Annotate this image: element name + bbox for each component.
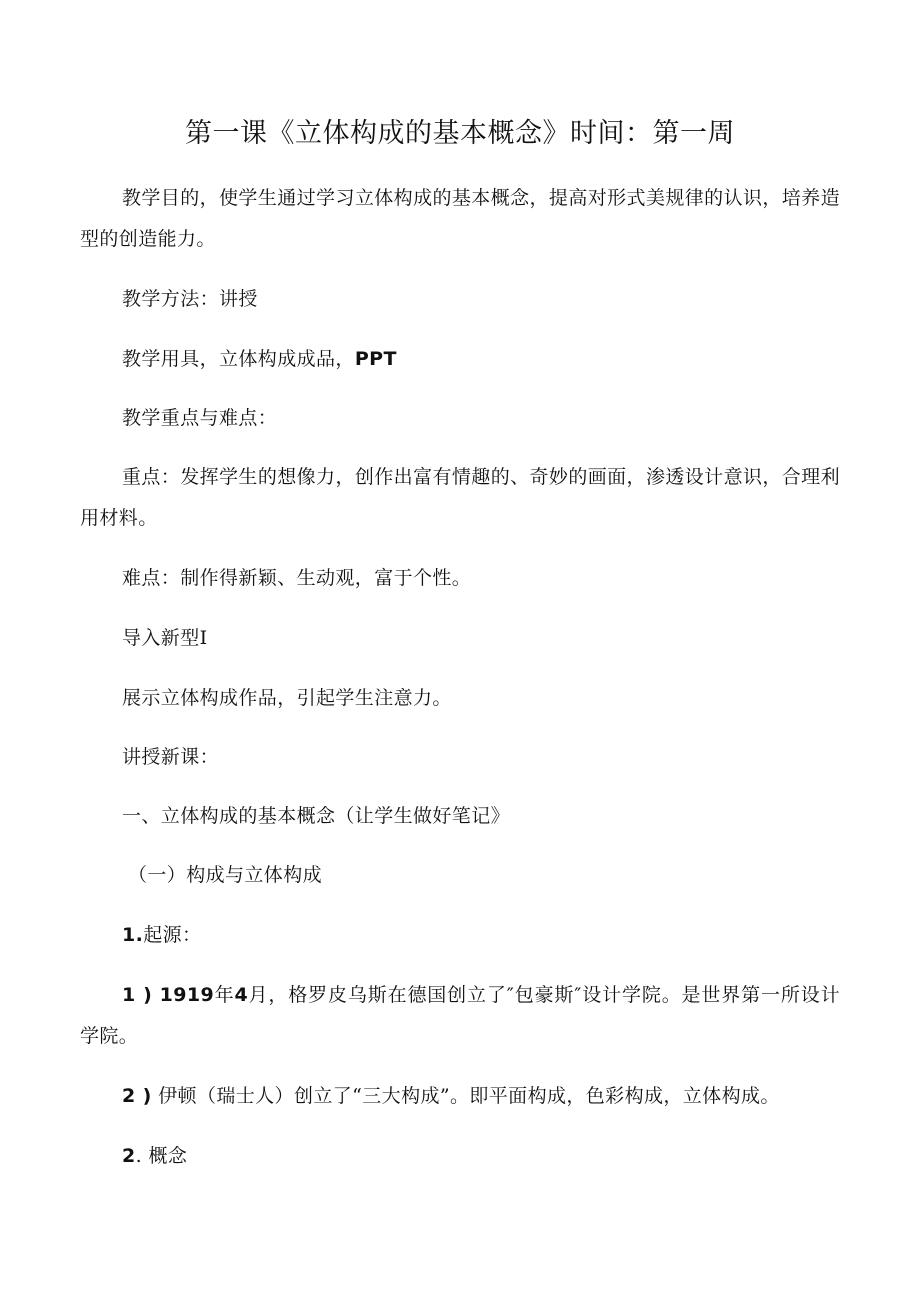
item-one-two: [80, 1076, 840, 1117]
new-lesson-heading: 讲授新课：: [122, 746, 220, 768]
key-points-heading: 教学重点与难点：: [122, 407, 278, 429]
item-one-one: [80, 975, 840, 1057]
item-one-two-number: 2 ): [122, 1085, 152, 1107]
difficulty-point: 难点：制作得新颖、生动观，富于个性。: [122, 567, 472, 589]
item-one-one-number: 1 ) 1919: [122, 984, 215, 1006]
document-title: 第一课《立体构成的基本概念》时间：第一周: [185, 118, 735, 149]
item-one-one-text: 月，格罗皮乌斯在德国创立了″包豪斯″设计学院。是世界第一所设计学院。: [80, 984, 840, 1047]
item-one-text: 起源：: [143, 924, 202, 946]
teaching-tools-ppt: PPT: [354, 348, 397, 370]
item-one-heading: [80, 915, 840, 956]
item-two-number: 2: [122, 1145, 136, 1167]
key-point: 重点：发挥学生的想像力，创作出富有情趣的、奇妙的画面，渗透设计意识，合理利用材料。: [80, 466, 840, 529]
subsection-one-heading: （一）构成与立体构成: [128, 864, 323, 886]
intro-text: 展示立体构成作品，引起学生注意力。: [122, 687, 452, 709]
teaching-tools-text: 教学用具，立体构成成品，: [122, 348, 355, 370]
teaching-method: 教学方法：讲授: [122, 288, 258, 310]
item-one-number: 1.: [122, 924, 144, 946]
section-one-heading: 一、立体构成的基本概念（让学生做好笔记》: [122, 805, 511, 827]
teaching-objective: 教学目的，使学生通过学习立体构成的基本概念，提高对形式美规律的认识，培养造型的创造能力。: [80, 187, 840, 250]
teaching-tools: [80, 339, 840, 380]
item-two-heading: [80, 1136, 840, 1177]
item-two-text: . 概念: [135, 1145, 188, 1167]
item-one-two-text: 伊顿（瑞士人）创立了“三大构成”。即平面构成，色彩构成，立体构成。: [151, 1085, 780, 1107]
intro-heading: 导入新型I: [122, 627, 208, 649]
item-one-one-year-char: 年: [214, 984, 235, 1006]
item-one-one-month: 4: [234, 984, 249, 1006]
